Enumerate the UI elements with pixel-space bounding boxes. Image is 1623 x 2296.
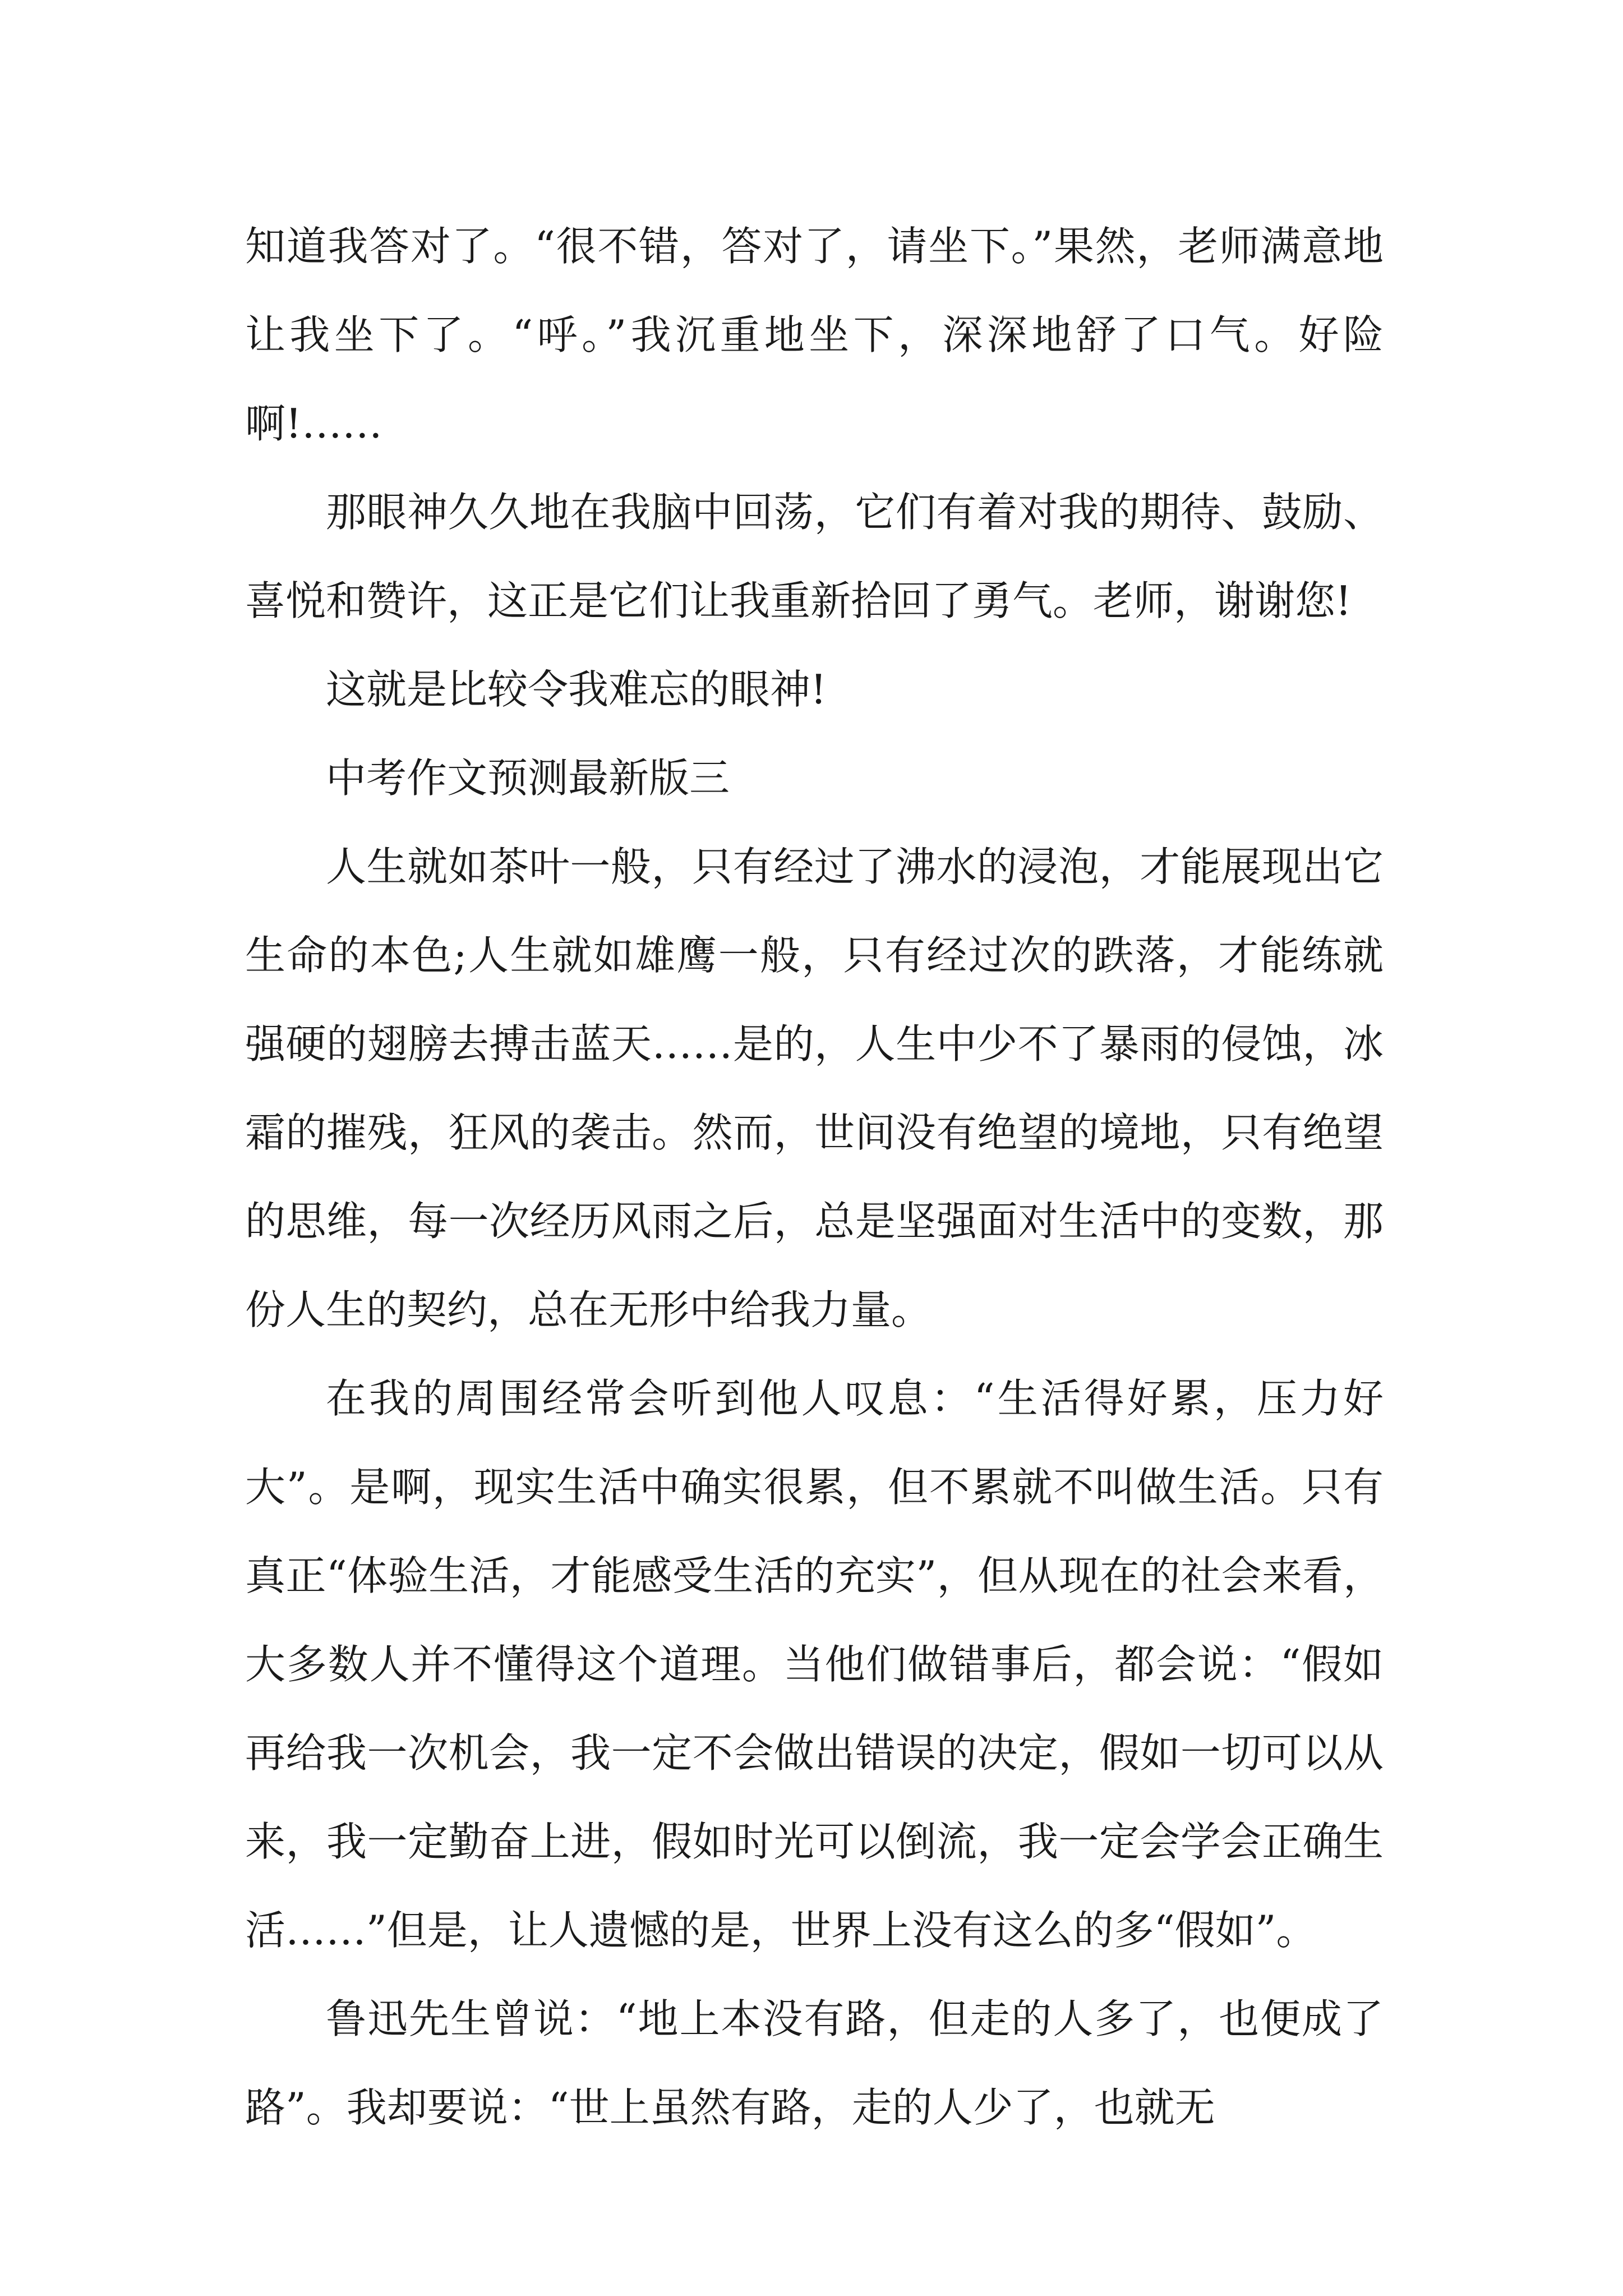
paragraph-conclusion: 这就是比较令我难忘的眼神! (326, 666, 827, 713)
section-title: 中考作文预测最新版三 (326, 754, 730, 802)
paragraph-gaze-memory: 那眼神久久地在我脑中回荡，它们有着对我的期待、鼓励、喜悦和赞许，这正是它们让我重新拾回了勇气。老师，谢谢您! (245, 489, 1384, 624)
paragraph-sigh: 在我的周围经常会听到他人叹息：“生活得好累，压力好大”。是啊，现实生活中确实很累，但不累就不叫做生活。只有真正“体验生活，才能感受生活的充实”，但从现在的社会来看，大多数人并不懂得这个道理。当他们做错事后，都会说：“假如再给我一次机会，我一定不会做出错误的决定，假如一切可以从来，我一定勤奋上进，假如时光可以倒流，我一定会学会正确生活……”但是，让人遗憾的是，世界上没有这么的多“假如”。 (245, 1375, 1384, 1954)
paragraph-tea-leaf: 人生就如茶叶一般，只有经过了沸水的浸泡，才能展现出它生命的本色;人生就如雄鹰一般，只有经过次的跌落，才能练就强硬的翅膀去搏击蓝天……是的，人生中少不了暴雨的侵蚀，冰霜的摧残，狂风的袭击。然而，世间没有绝望的境地，只有绝望的思维，每一次经历风雨之后，总是坚强面对生活中的变数，那份人生的契约，总在无形中给我力量。 (245, 843, 1384, 1333)
paragraph-luxun: 鲁迅先生曾说：“地上本没有路，但走的人多了，也便成了路”。我却要说：“世上虽然有路，走的人少了，也就无 (245, 1995, 1384, 2131)
paragraph-continuation: 知道我答对了。“很不错，答对了，请坐下。”果然，老师满意地让我坐下了。“呼。”我沉重地坐下，深深地舒了口气。好险啊!…… (245, 223, 1384, 447)
body-text (245, 202, 1384, 2152)
